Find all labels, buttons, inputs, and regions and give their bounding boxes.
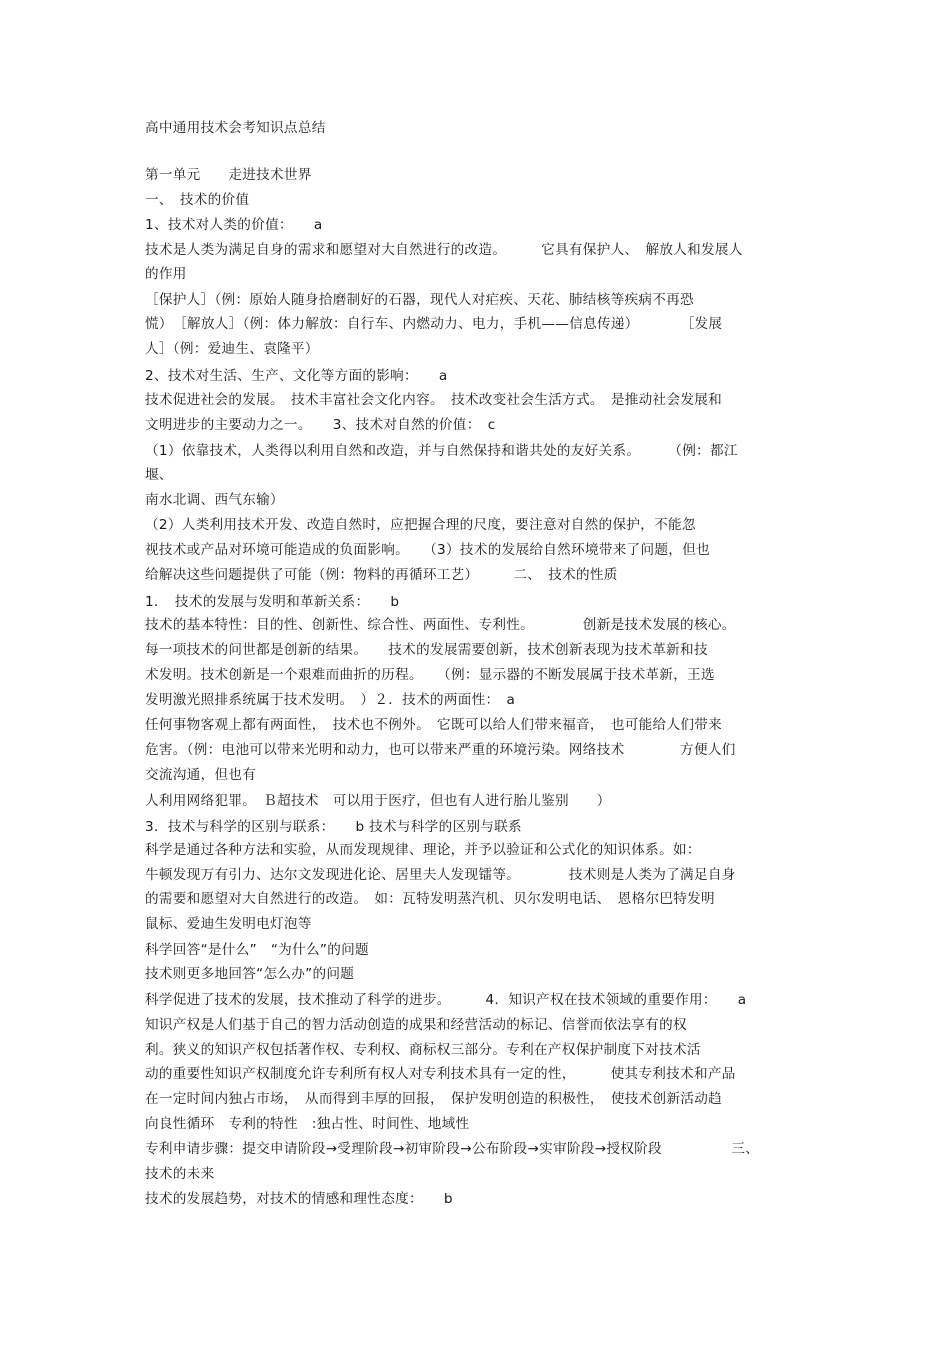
text-line: 人利用网络犯罪。 Ｂ超技术 可以用于医疗，但也有人进行胎儿鉴别 ） <box>145 793 611 809</box>
text-line: 科学促进了技术的发展，技术推动了科学的进步。 4．知识产权在技术领域的重要作用： a <box>145 992 747 1008</box>
text-line: 科学是通过各种方法和实验，从而发现规律、理论，并予以验证和公式化的知识体系。如： <box>145 842 701 858</box>
text-line: 动的重要性知识产权制度允许专利所有权人对专利技术具有一定的性， 使其专利技术和产品 <box>145 1066 736 1082</box>
text-line: 技术促进社会的发展。 技术丰富社会文化内容。 技术改变社会生活方式。 是推动社会发展和 <box>145 392 723 408</box>
text-line: 在一定时间内独占市场， 从而得到丰厚的回报， 保护发明创造的积极性， 使技术创新活动趋 <box>145 1091 723 1107</box>
text-line: 技术则更多地回答“怎么办”的问题 <box>145 966 355 982</box>
text-line: 任何事物客观上都有两面性， 技术也不例外。 它既可以给人们带来福音， 也可能给人们带来 <box>145 717 723 733</box>
text-line: 术发明。技术创新是一个艰难而曲折的历程。 （例：显示器的不断发展属于技术革新，王选 <box>145 667 715 683</box>
text-line: 专利申请步骤：提交申请阶段→受理阶段→初审阶段→公布阶段→实审阶段→授权阶段 三、 <box>145 1141 760 1157</box>
text-line: 1、技术对人类的价值： a <box>145 217 323 233</box>
text-line: 1． 技术的发展与发明和革新关系： b <box>145 594 400 610</box>
text-line: （1）依靠技术，人类得以利用自然和改造，并与自然保持和谐共处的友好关系。 （例：都江 <box>145 443 738 459</box>
text-line: 每一项技术的问世都是创新的结果。 技术的发展需要创新，技术创新表现为技术革新和技 <box>145 642 708 658</box>
text-line: 2、技术对生活、生产、文化等方面的影响： a <box>145 368 448 384</box>
text-line: 人］（例：爱迪生、袁隆平） <box>145 341 319 357</box>
text-line: 文明进步的主要动力之一。 3、技术对自然的价值： c <box>145 417 496 433</box>
text-line: 视技术或产品对环境可能造成的负面影响。 （3）技术的发展给自然环境带来了问题，但也 <box>145 542 710 558</box>
text-line: 的作用 <box>145 266 187 282</box>
text-line: 鼠标、爱迪生发明电灯泡等 <box>145 916 312 932</box>
section-heading: 一、 技术的价值 <box>145 192 250 208</box>
text-line: （2）人类利用技术开发、改造自然时，应把握合理的尺度，要注意对自然的保护，不能忽 <box>145 517 696 533</box>
document-title: 高中通用技术会考知识点总结 <box>145 120 326 136</box>
text-line: 技术的发展趋势，对技术的情感和理性态度： b <box>145 1191 453 1207</box>
text-line: 技术是人类为满足自身的需求和愿望对大自然进行的改造。 它具有保护人、 解放人和发展人 <box>145 242 743 258</box>
text-line: 知识产权是人们基于自己的智力活动创造的成果和经营活动的标记、信誉而依法享有的权 <box>145 1017 687 1033</box>
text-line: 危害。（例：电池可以带来光明和动力，也可以带来严重的环境污染。网络技术 方便人们 <box>145 742 736 758</box>
text-line: 给解决这些问题提供了可能（例：物料的再循环工艺） 二、 技术的性质 <box>145 567 618 583</box>
text-line: 3．技术与科学的区别与联系： b 技术与科学的区别与联系 <box>145 819 522 835</box>
text-line: 向良性循环 专利的特性 :独占性、时间性、地域性 <box>145 1116 470 1132</box>
text-line: 的需要和愿望对大自然进行的改造。 如：瓦特发明蒸汽机、贝尔发明电话、 恩格尔巴特发明 <box>145 891 715 907</box>
unit-heading: 第一单元 走进技术世界 <box>145 167 312 183</box>
text-line: 利。狭义的知识产权包括著作权、专利权、商标权三部分。专利在产权保护制度下对技术活 <box>145 1042 701 1058</box>
text-line: 南水北调、西气东输） <box>145 492 284 508</box>
text-line: 牛顿发现万有引力、达尔文发现进化论、居里夫人发现镭等。 技术则是人类为了满足自身 <box>145 867 736 883</box>
text-line: 堰、 <box>145 467 173 483</box>
text-line: 发明激光照排系统属于技术发明。 ）２．技术的两面性： a <box>145 692 516 708</box>
text-line: 交流沟通，但也有 <box>145 767 257 783</box>
text-line: 技术的未来 <box>145 1166 215 1182</box>
text-line: 慌） ［解放人］（例：体力解放：自行车、内燃动力、电力，手机——信息传递） ［发展 <box>145 316 723 332</box>
text-line: ［保护人］（例：原始人随身拾磨制好的石器，现代人对疟疾、天花、肺结核等疾病不再恐 <box>145 292 694 308</box>
text-line: 科学回答“是什么” “为什么”的问题 <box>145 942 369 958</box>
text-line: 技术的基本特性：目的性、创新性、综合性、两面性、专利性。 创新是技术发展的核心。 <box>145 617 736 633</box>
